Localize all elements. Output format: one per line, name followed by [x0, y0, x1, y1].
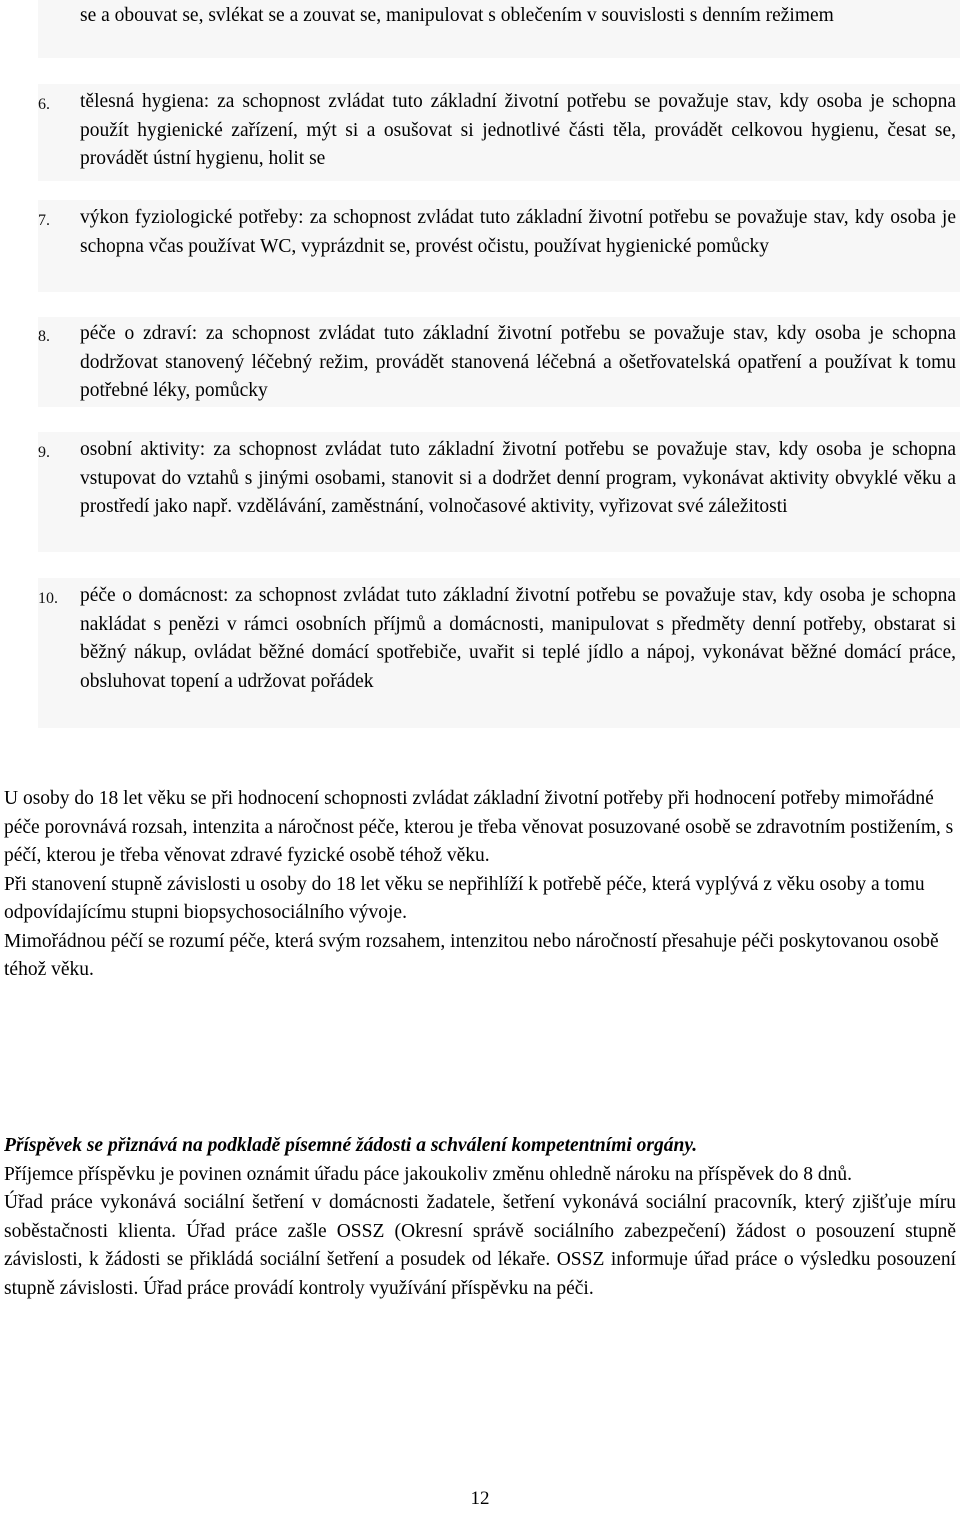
section-heading: Příspěvek se přiznává na podkladě písemné žádosti a schválení kompetentními orgány.	[4, 1135, 698, 1156]
list-item-text: péče o zdraví: za schopnost zvládat tuto základní životní potřebu se považuje stav, kdy osoba je schopna dodržovat stanovený léčebný režim, provádět stanovená léčebná a ošetřovatelská opatření a používat k tomu potřebné léky, pomůcky	[80, 323, 956, 401]
list-item-text: péče o domácnost: za schopnost zvládat tuto základní životní potřebu se považuje stav, kdy osoba je schopna nakládat s penězi v rámci osobních příjmů a domácnosti, manipulovat s předměty denní potřeby, obstarat si běžný nákup, ovládat běžné domácí spotřebiče, uvařit si teplé jídlo a nápoj, vykonávat běžné domácí práce, obsluhovat topení a udržovat pořádek	[80, 585, 956, 692]
paragraph: Úřad práce vykonává sociální šetření v domácnosti žadatele, šetření vykonává sociální pracovník, který zjišťuje míru soběstačnosti klienta. Úřad práce zašle OSSZ (Okresní správě sociálního zabezpečení) žádost o posouzení stupně závislosti, k žádosti se přikládá sociální šetření a posudek od lékaře. OSSZ informuje úřad práce o výsledku posouzení stupně závislosti. Úřad práce provádí kontroly využívání příspěvku na péči.	[4, 1192, 956, 1299]
paragraph: Příjemce příspěvku je povinen oznámit úřadu páce jakoukoliv změnu ohledně nároku na příspěvek do 8 dnů.	[4, 1163, 853, 1185]
under18-section	[4, 785, 956, 985]
list-item-text: výkon fyziologické potřeby: za schopnost zvládat tuto základní životní potřebu se považuje stav, kdy osoba je schopna včas používat WC, vyprázdnit se, provést očistu, používat hygienické pomůcky	[80, 207, 956, 257]
paragraph: Mimořádnou péčí se rozumí péče, která svým rozsahem, intenzitou nebo náročností přesahuje péči poskytovanou osobě téhož věku.	[4, 930, 939, 980]
procedure-section	[4, 1132, 956, 1303]
list-item-text: se a obouvat se, svlékat se a zouvat se, manipulovat s oblečením v souvislosti s denním režimem	[80, 5, 834, 26]
list-item-text: tělesná hygiena: za schopnost zvládat tuto základní životní potřebu se považuje stav, kdy osoba je schopna použít hygienické zařízení, mýt si a osušovat si jednotlivé části těla, provádět celkovou hygienu, česat se, provádět ústní hygienu, holit se	[80, 91, 956, 169]
page-number: 12	[470, 1488, 490, 1509]
list-item-number: 7.	[38, 212, 50, 229]
list-item-number: 9.	[38, 444, 50, 461]
paragraph: U osoby do 18 let věku se při hodnocení schopnosti zvládat základní životní potřeby při hodnocení potřeby mimořádné péče porovnává rozsah, intenzita a náročnost péče, kterou je třeba věnovat posuzované osobě se zdravotním postižením, s péčí, kterou je třeba věnovat zdravé fyzické osobě téhož věku.	[4, 788, 954, 866]
list-item-number: 10.	[38, 590, 58, 607]
paragraph: Při stanovení stupně závislosti u osoby do 18 let věku se nepřihlíží k potřebě péče, která vyplývá z věku osoby a tomu odpovídajícímu stupni biopsychosociálního vývoje.	[4, 873, 925, 923]
list-item-number: 8.	[38, 328, 50, 345]
list-item-number: 6.	[38, 96, 50, 113]
list-item-text: osobní aktivity: za schopnost zvládat tuto základní životní potřebu se považuje stav, kdy osoba je schopna vstupovat do vztahů s jinými osobami, stanovit si a dodržet denní program, vykonávat aktivity obvyklé věku a prostředí jako např. vzdělávání, zaměstnání, volnočasové aktivity, vyřizovat své záležitosti	[80, 439, 956, 517]
